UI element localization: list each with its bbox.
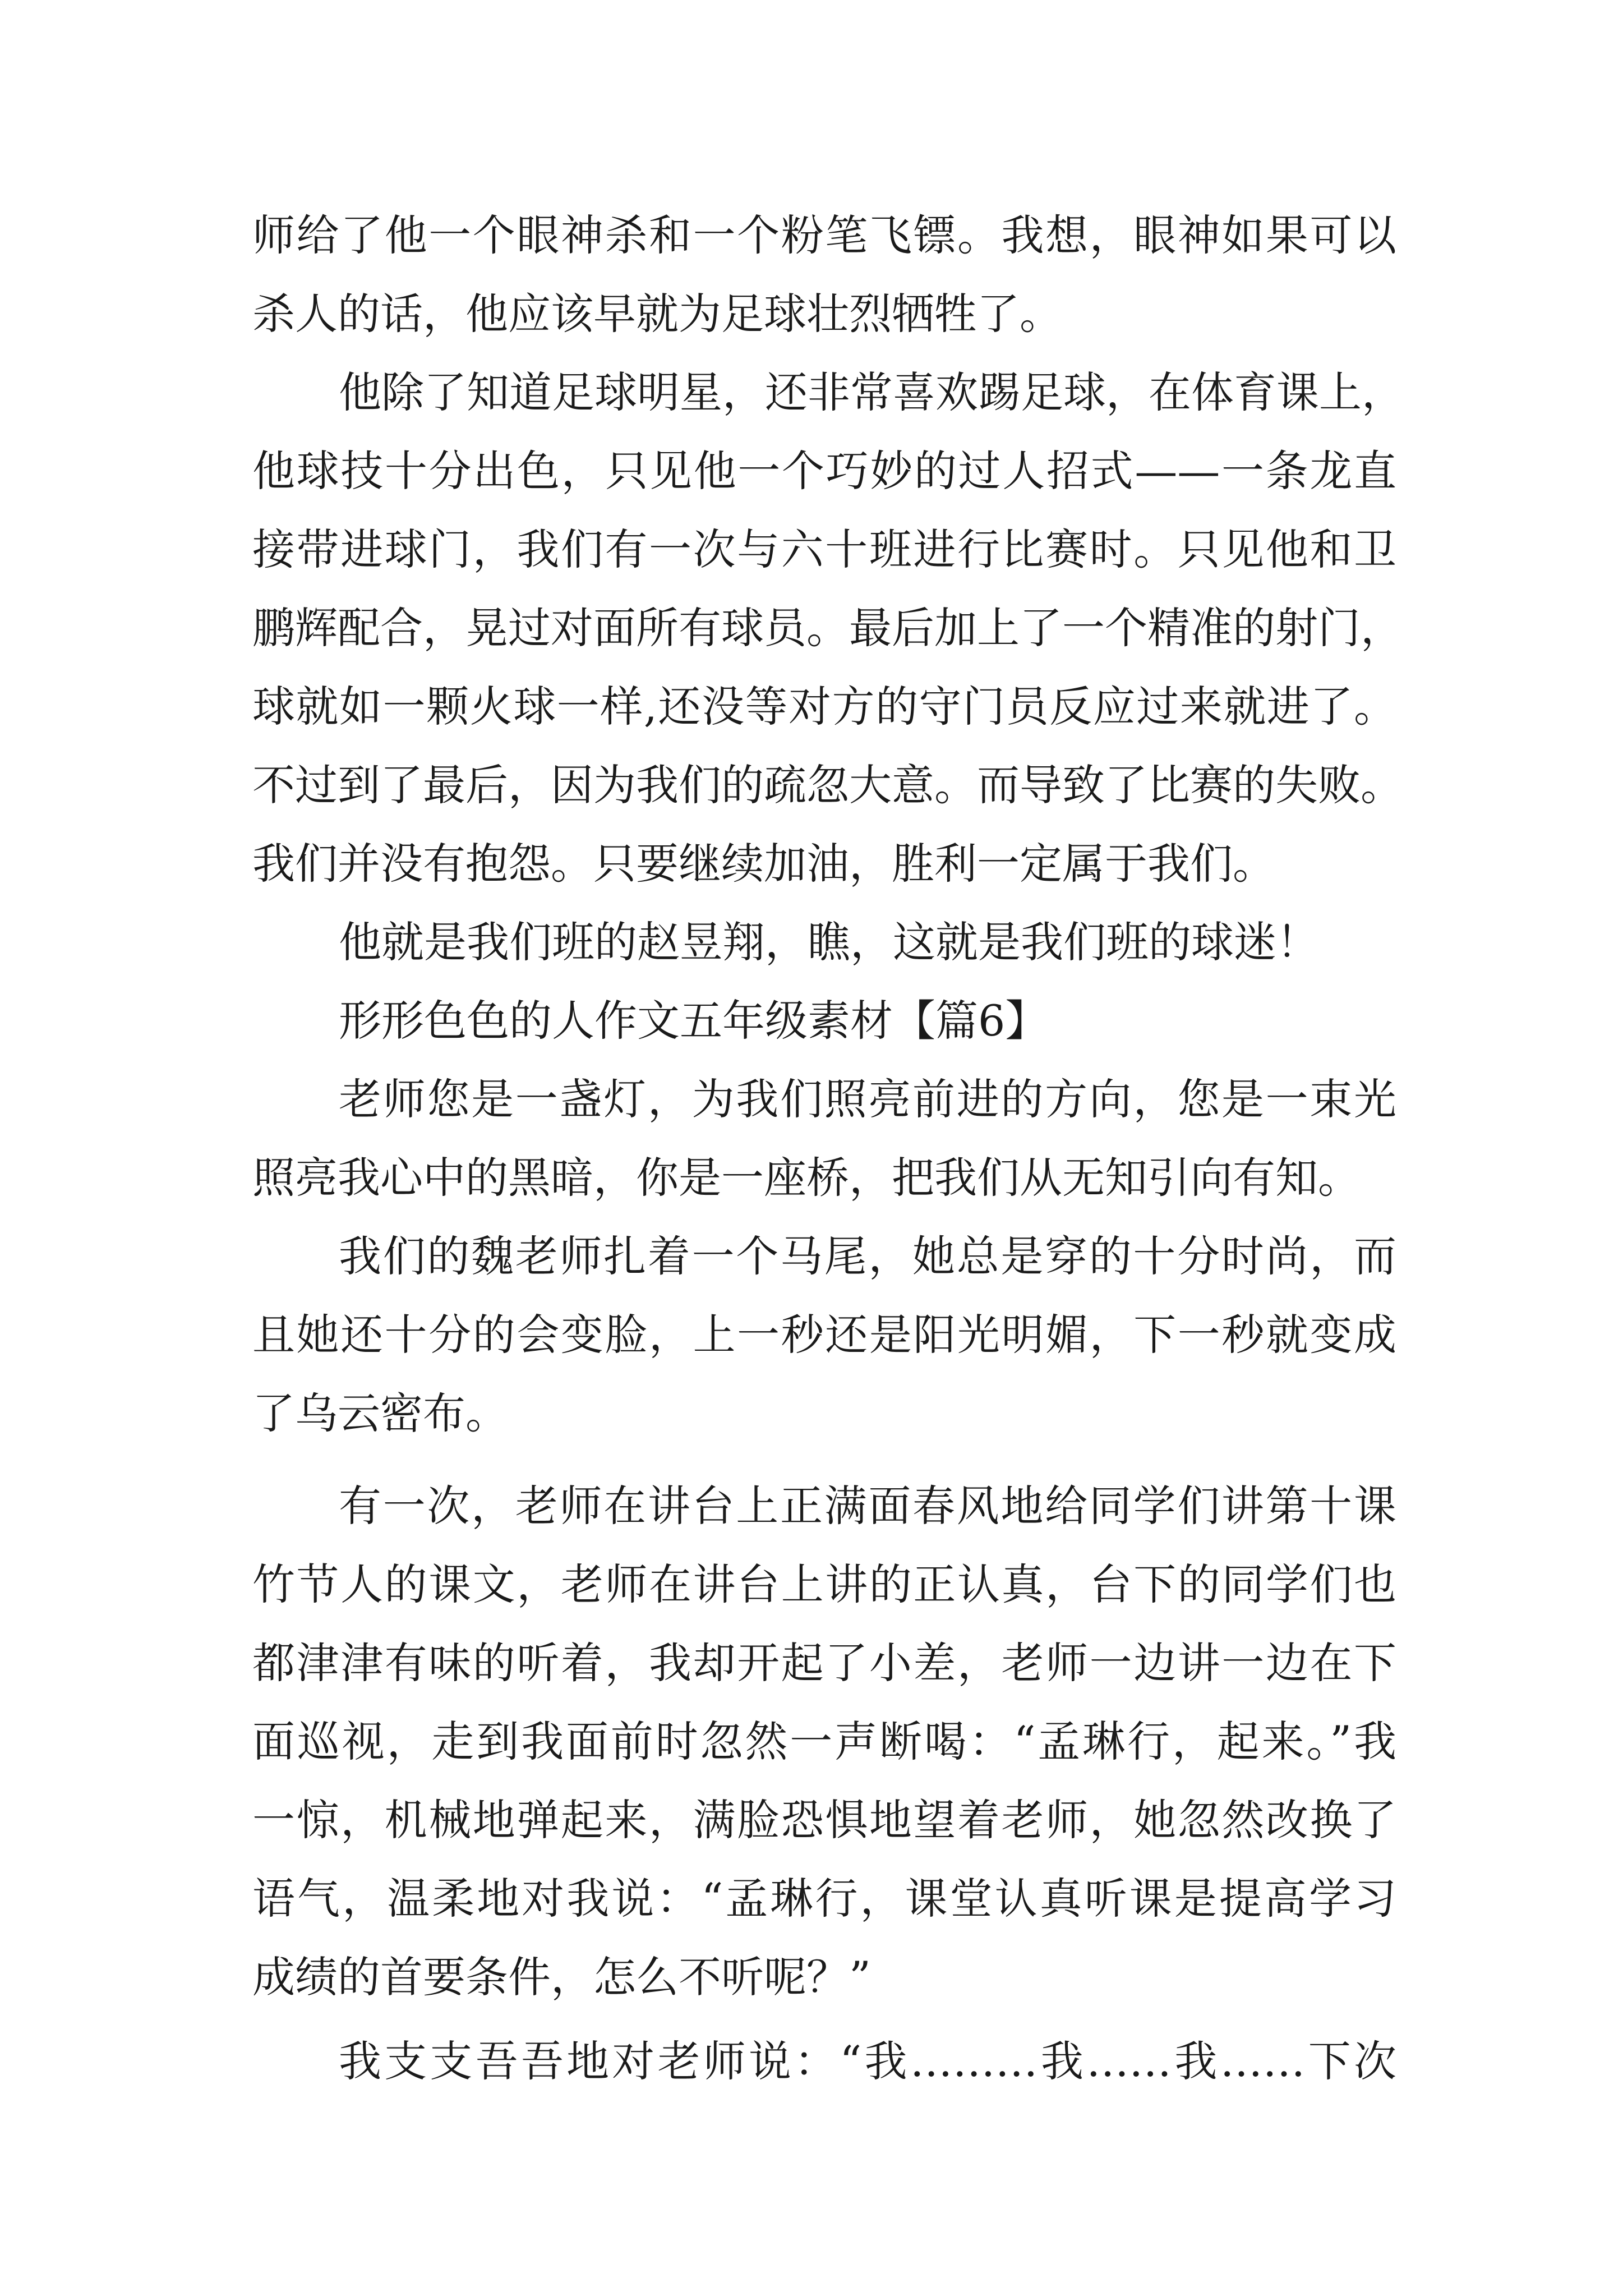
text-line: 鹏辉配合，晃过对面所有球员。最后加上了一个精准的射门， (252, 603, 1403, 653)
text-line: 师给了他一个眼神杀和一个粉笔飞镖。我想，眼神如果可以 (252, 210, 1396, 260)
section-heading: 形形色色的人作文五年级素材【篇6】 (339, 996, 1048, 1046)
text-line: 他除了知道足球明星，还非常喜欢踢足球，在体育课上， (339, 367, 1404, 417)
text-line: 了乌云密布。 (252, 1388, 508, 1438)
text-line: 不过到了最后，因为我们的疏忽大意。而导致了比赛的失败。 (252, 760, 1403, 810)
text-line: 成绩的首要条件，怎么不听呢？” (252, 1952, 871, 2002)
text-line: 且她还十分的会变脸，上一秒还是阳光明媚，下一秒就变成 (252, 1310, 1396, 1360)
text-line: 照亮我心中的黑暗，你是一座桥，把我们从无知引向有知。 (252, 1153, 1361, 1203)
text-line: 一惊，机械地弹起来，满脸恐惧地望着老师，她忽然改换了 (252, 1795, 1396, 1845)
text-line: 面巡视，走到我面前时忽然一声断喝：“孟琳行，起来。”我 (252, 1717, 1396, 1766)
text-line: 有一次，老师在讲台上正满面春风地给同学们讲第十课 (339, 1481, 1396, 1531)
text-line: 他就是我们班的赵昱翔，瞧，这就是我们班的球迷！ (339, 917, 1319, 967)
text-line: 杀人的话，他应该早就为足球壮烈牺牲了。 (252, 289, 1062, 339)
text-line: 接带进球门，我们有一次与六十班进行比赛时。只见他和卫 (252, 524, 1396, 574)
text-line: 他球技十分出色，只见他一个巧妙的过人招式——一条龙直 (252, 446, 1396, 496)
text-line: 我们并没有抱怨。只要继续加油，胜利一定属于我们。 (252, 839, 1275, 889)
text-line: 我们的魏老师扎着一个马尾，她总是穿的十分时尚，而 (339, 1231, 1396, 1281)
text-line: 语气，温柔地对我说：“孟琳行，课堂认真听课是提高学习 (252, 1874, 1396, 1924)
text-line: 竹节人的课文，老师在讲台上讲的正认真，台下的同学们也 (252, 1559, 1396, 1609)
text-line: 老师您是一盏灯，为我们照亮前进的方向，您是一束光 (339, 1074, 1396, 1124)
text-line: 都津津有味的听着，我却开起了小差，老师一边讲一边在下 (252, 1638, 1396, 1688)
text-line: 我支支吾吾地对老师说：“我………我……我……下次 (339, 2036, 1396, 2086)
text-line: 球就如一颗火球一样,还没等对方的守门员反应过来就进了。 (252, 682, 1396, 731)
